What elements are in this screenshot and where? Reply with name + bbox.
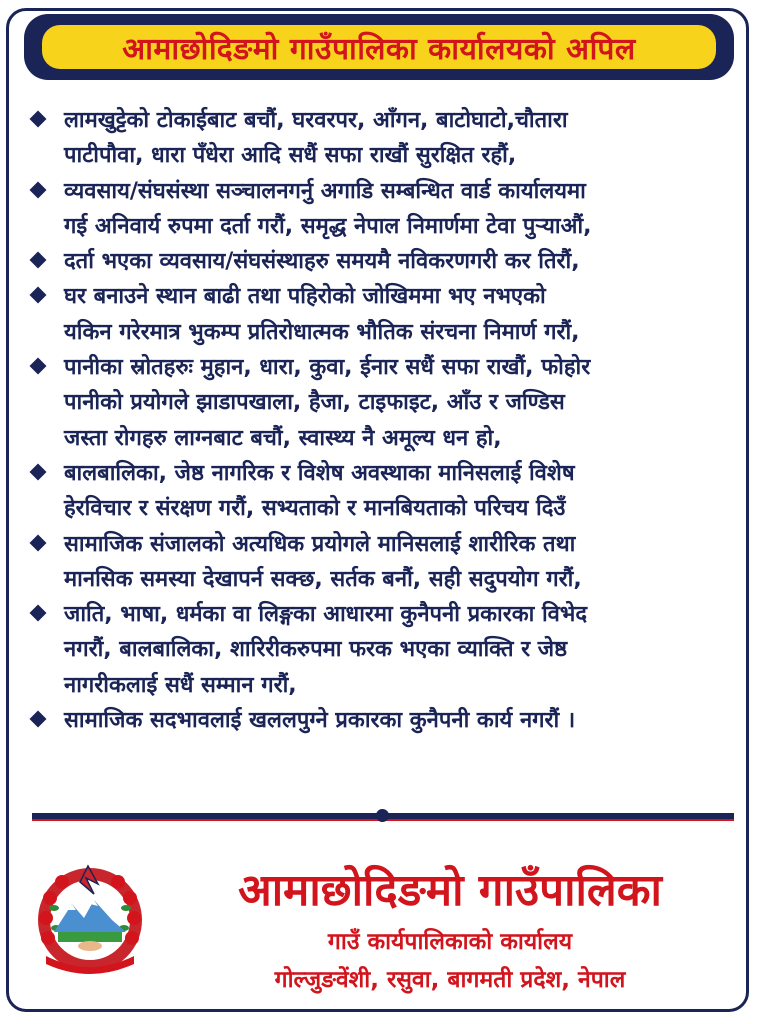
diamond-bullet-icon: [30, 711, 47, 728]
appeal-line: पाटीपौवा, धारा पँधेरा आदि सधैं सफा राखौं सुरक्षित रहौं,: [64, 143, 517, 169]
appeal-line: पानीको प्रयोगले झाडापखाला, हैजा, टाइफाइट, आँउ र जण्डिस: [64, 390, 565, 416]
appeal-line: जाति, भाषा, धर्मका वा लिङ्गका आधारमा कुनैपनी प्रकारका विभेद: [64, 602, 588, 628]
title-banner-inner: [42, 25, 716, 69]
diamond-bullet-icon: [30, 111, 47, 128]
appeal-item: [28, 103, 738, 174]
appeal-line: लामखुट्टेको टोकाईबाट बचौं, घरवरपर, आँगन, बाटोघाटो,चौतारा: [64, 108, 568, 133]
divider-dot: [376, 809, 389, 822]
diamond-bullet-icon: [30, 605, 47, 622]
appeal-line: मानसिक समस्या देखापर्न सक्छ, सर्तक बनौं, सही सदुपयोग गरौं,: [64, 566, 582, 592]
appeal-line: सामाजिक सदभावलाई खललपुग्ने प्रकारका कुनैपनी कार्य नगरौं ।: [64, 708, 576, 734]
appeal-item: [28, 244, 738, 279]
office-name: आमाछोदिङमो गाउँपालिका: [238, 865, 662, 916]
appeal-line: नगरौं, बालबालिका, शारिरीकरुपमा फरक भएका व्याक्ति र जेष्ठ: [64, 637, 568, 663]
appeal-item: [28, 527, 738, 598]
appeal-line: नागरीकलाई सधैं सम्मान गरौं,: [64, 672, 297, 698]
appeal-item: [28, 279, 738, 350]
office-subtitle: गाउँ कार्यपालिकाको कार्यालय: [327, 929, 573, 955]
appeal-item: [28, 456, 738, 527]
office-address: गोल्जुङवेंशी, रसुवा, बागमती प्रदेश, नेपाल: [274, 967, 626, 993]
nepal-government-emblem-icon: [32, 860, 148, 976]
appeal-line: पानीका स्रोतहरुः मुहान, धारा, कुवा, ईनार सधैं सफा राखौं, फोहोर: [64, 355, 591, 381]
appeal-line: घर बनाउने स्थान बाढी तथा पहिरोको जोखिममा भए नभएको: [64, 284, 546, 310]
diamond-bullet-icon: [30, 358, 47, 375]
appeal-list: [28, 103, 738, 738]
appeal-line: यकिन गरेरमात्र भुकम्प प्रतिरोधात्मक भौतिक संरचना निमार्ण गरौं,: [64, 319, 580, 345]
diamond-bullet-icon: [30, 463, 47, 480]
appeal-item: [28, 350, 738, 456]
appeal-line: व्यवसाय/संघसंस्था सञ्चालनगर्नु अगाडि सम्बन्धित वार्ड कार्यालयमा: [64, 178, 586, 204]
appeal-line: गई अनिवार्य रुपमा दर्ता गरौं, समृद्ध नेपाल निमार्णमा टेवा पुऱ्याऔं,: [64, 213, 592, 239]
page-title: आमाछोदिङमो गाउँपालिका कार्यालयको अपिल: [122, 31, 636, 67]
appeal-item: [28, 597, 738, 703]
diamond-bullet-icon: [30, 534, 47, 551]
appeal-line: जस्ता रोगहरु लाग्नबाट बचौं, स्वास्थ्य नै अमूल्य धन हो,: [64, 425, 502, 451]
appeal-line: बालबालिका, जेष्ठ नागरिक र विशेष अवस्थाका मानिसलाई विशेष: [64, 460, 575, 486]
diamond-bullet-icon: [30, 252, 47, 269]
diamond-bullet-icon: [30, 287, 47, 304]
appeal-line: सामाजिक संजालको अत्यधिक प्रयोगले मानिसलाई शारीरिक तथा: [64, 531, 576, 557]
diamond-bullet-icon: [30, 181, 47, 198]
appeal-item: [28, 703, 738, 738]
appeal-item: [28, 174, 738, 245]
appeal-line: दर्ता भएका व्यवसाय/संघसंस्थाहरु समयमै नविकरणगरी कर तिरौं,: [64, 249, 580, 275]
appeal-line: हेरविचार र संरक्षण गरौं, सभ्यताको र मानबियताको परिचय दिउँ: [64, 496, 566, 522]
